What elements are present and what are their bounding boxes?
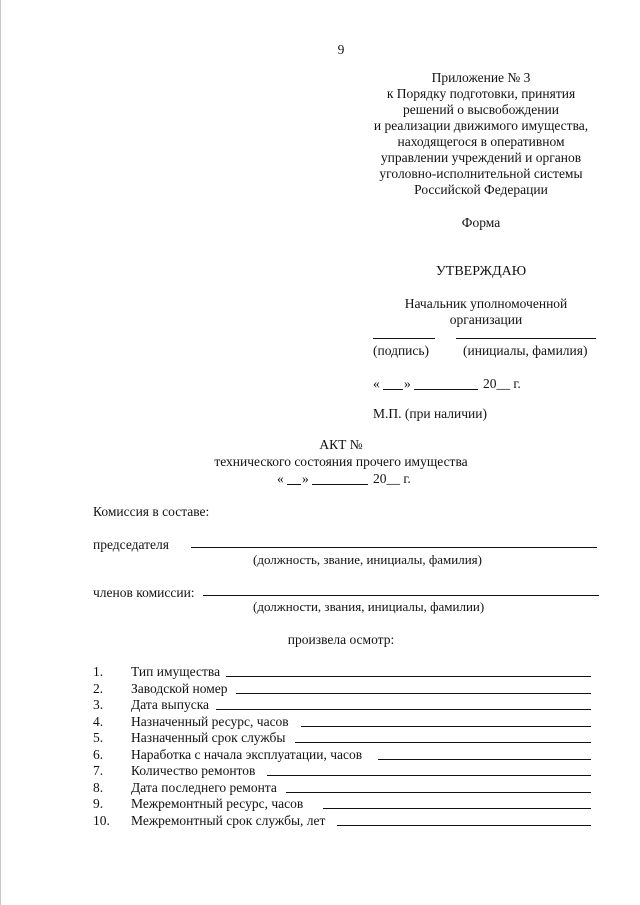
page-number: 9 [337,42,345,57]
name-caption: (инициалы, фамилия) [463,343,588,358]
chairman-caption: (должность, звание, инициалы, фамилия) [253,552,482,567]
name-line[interactable] [456,338,596,339]
members-line[interactable] [203,595,599,596]
act-day-line[interactable] [287,484,301,485]
stamp-note: М.П. (при наличии) [373,406,487,421]
appendix-line: управлении учреждений и органов [380,150,582,165]
act-month-line[interactable] [312,484,368,485]
item-label: Дата выпуска [131,697,210,712]
item-fill-line[interactable] [286,792,591,793]
item-number: 2. [93,681,104,696]
act-date-year: 20__ г. [373,471,411,486]
item-label: Дата последнего ремонта [131,780,277,795]
item-fill-line[interactable] [301,726,591,727]
act-date-open: « [277,471,284,486]
appendix-line: решений о высвобождении [403,102,559,117]
item-label: Тип имущества [131,664,221,679]
item-label: Наработка с начала эксплуатации, часов [131,747,363,762]
item-label: Межремонтный ресурс, часов [131,796,304,811]
appendix-line: уголовно-исполнительной системы [379,166,583,181]
appendix-line: Российской Федерации [414,182,548,197]
members-label: членов комиссии: [93,585,195,600]
appendix-line: к Порядку подготовки, принятия [386,86,576,101]
approval-month-line[interactable] [414,389,478,390]
item-label: Назначенный срок службы [131,730,286,745]
item-number: 3. [93,697,104,712]
item-label: Заводской номер [131,681,228,696]
approval-position: Начальник уполномоченной [404,296,568,311]
members-caption: (должности, звания, инициалы, фамилии) [253,599,485,614]
item-label: Количество ремонтов [131,763,256,778]
approval-date-close: » [404,376,411,391]
approval-day-line[interactable] [383,389,403,390]
item-fill-line[interactable] [267,775,591,776]
appendix-line: находящегося в оперативном [397,134,565,149]
signature-caption: (подпись) [373,343,430,358]
item-number: 9. [93,796,104,811]
item-number: 7. [93,763,104,778]
item-fill-line[interactable] [337,825,591,826]
item-number: 4. [93,714,104,729]
item-fill-line[interactable] [236,693,591,694]
chairman-label: председателя [93,537,169,552]
act-title: АКТ № [319,437,363,452]
appendix-line: и реализации движимого имущества, [373,118,589,133]
form-label: Форма [461,215,501,230]
item-fill-line[interactable] [226,676,591,677]
inspection-note: произвела осмотр: [287,632,395,647]
item-fill-line[interactable] [323,808,591,809]
approval-position-cont: организации [449,312,523,327]
item-fill-line[interactable] [216,709,591,710]
item-number: 6. [93,747,104,762]
commission-intro: Комиссия в составе: [93,504,210,519]
approval-date-year: 20__ г. [483,376,521,391]
item-number: 5. [93,730,104,745]
act-subtitle: технического состояния прочего имущества [214,454,468,469]
item-number: 8. [93,780,104,795]
appendix-line: Приложение № 3 [431,70,531,85]
signature-line[interactable] [373,338,435,339]
item-label: Межремонтный срок службы, лет [131,813,326,828]
approval-date-open: « [373,376,380,391]
act-date-close: » [302,471,309,486]
chairman-line[interactable] [191,547,597,548]
item-number: 1. [93,664,104,679]
item-fill-line[interactable] [295,742,591,743]
item-number: 10. [93,813,110,828]
item-label: Назначенный ресурс, часов [131,714,289,729]
approval-title: УТВЕРЖДАЮ [435,264,527,279]
item-fill-line[interactable] [378,759,591,760]
